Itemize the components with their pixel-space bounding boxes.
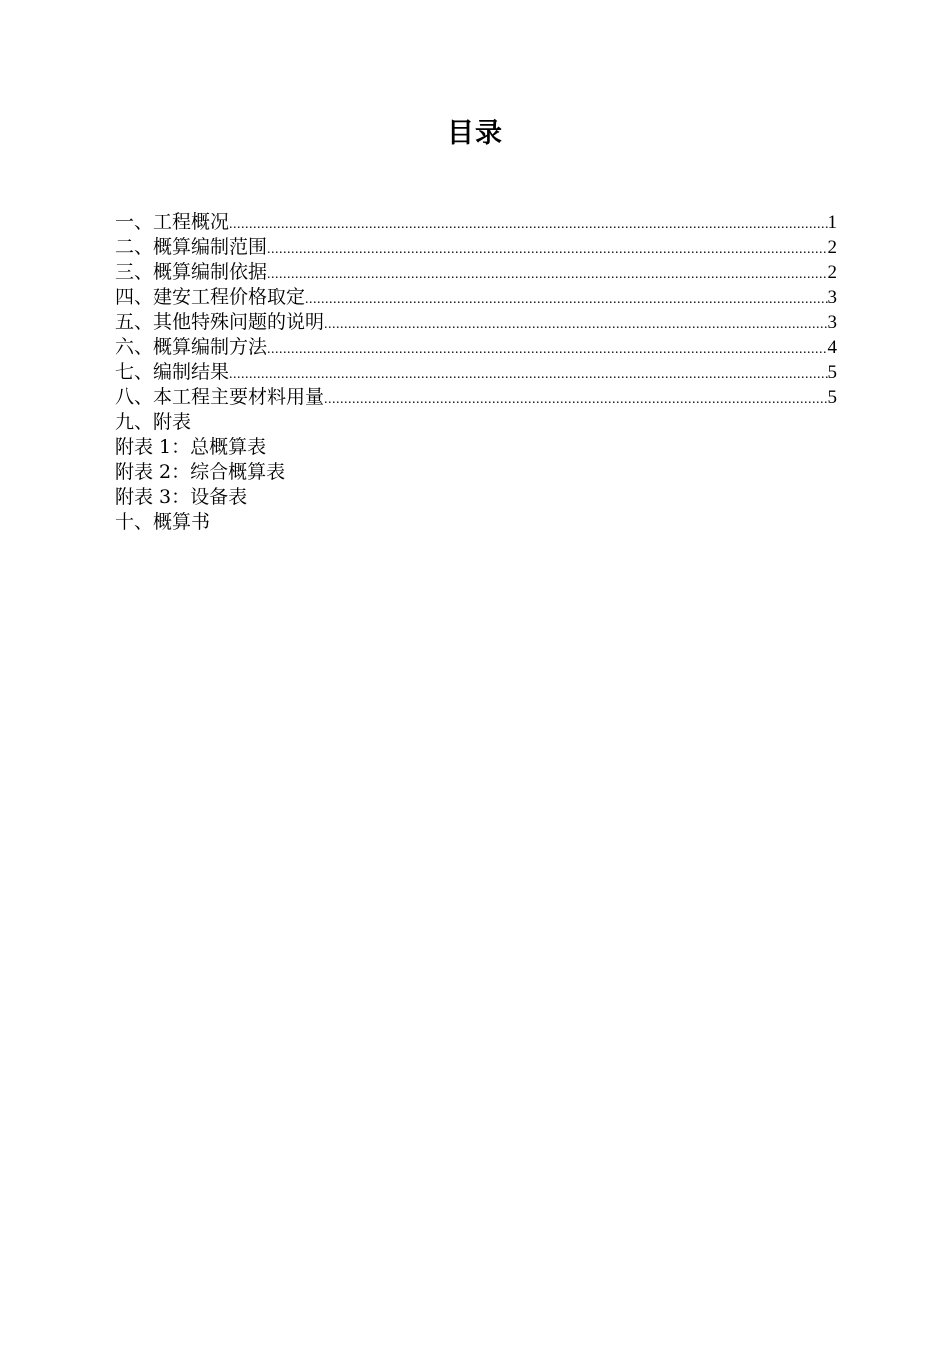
toc-entry-label: 三、概算编制依据	[115, 261, 268, 283]
toc-entry-label: 四、建安工程价格取定	[115, 286, 306, 308]
toc-entry-label: 八、本工程主要材料用量	[115, 386, 325, 408]
page-title: 目录	[447, 118, 503, 149]
toc-item-appendix-3: 附表 3：设备表	[115, 486, 248, 508]
toc-dot-leader	[267, 337, 827, 362]
toc-entry-page: 2	[827, 237, 837, 258]
toc-dot-leader	[267, 262, 827, 287]
toc-dot-leader	[229, 362, 827, 387]
toc-entry-label: 一、工程概况	[115, 211, 230, 233]
table-of-contents	[115, 210, 837, 535]
toc-entry-page: 4	[827, 337, 837, 358]
toc-entry-page: 2	[827, 262, 837, 283]
toc-item-estimate-book: 十、概算书	[115, 511, 211, 533]
toc-entry-page: 5	[827, 387, 837, 408]
toc-dot-leader	[324, 312, 827, 337]
toc-entry-label: 二、概算编制范围	[115, 236, 268, 258]
toc-entry-label: 五、其他特殊问题的说明	[115, 311, 325, 333]
toc-item-appendix-2: 附表 2：综合概算表	[115, 461, 286, 483]
toc-entry[interactable]	[115, 285, 837, 310]
toc-dot-leader	[305, 287, 827, 312]
toc-entry-page: 5	[827, 362, 837, 383]
toc-item-appendix-1: 附表 1：总概算表	[115, 436, 267, 458]
toc-entry-page: 3	[827, 312, 837, 333]
toc-entry[interactable]	[115, 310, 837, 335]
toc-entry[interactable]	[115, 235, 837, 260]
toc-entry[interactable]	[115, 210, 837, 235]
toc-entry[interactable]	[115, 260, 837, 285]
toc-dot-leader	[229, 212, 827, 237]
toc-entry-page: 1	[827, 212, 837, 233]
toc-entry[interactable]	[115, 335, 837, 360]
toc-item-appendix: 九、附表	[115, 411, 192, 433]
toc-dot-leader	[267, 237, 827, 262]
toc-entry-label: 七、编制结果	[115, 361, 230, 383]
toc-entry[interactable]	[115, 385, 837, 410]
toc-dot-leader	[324, 387, 827, 412]
toc-entry-page: 3	[827, 287, 837, 308]
toc-entry-label: 六、概算编制方法	[115, 336, 268, 358]
toc-entry[interactable]	[115, 360, 837, 385]
